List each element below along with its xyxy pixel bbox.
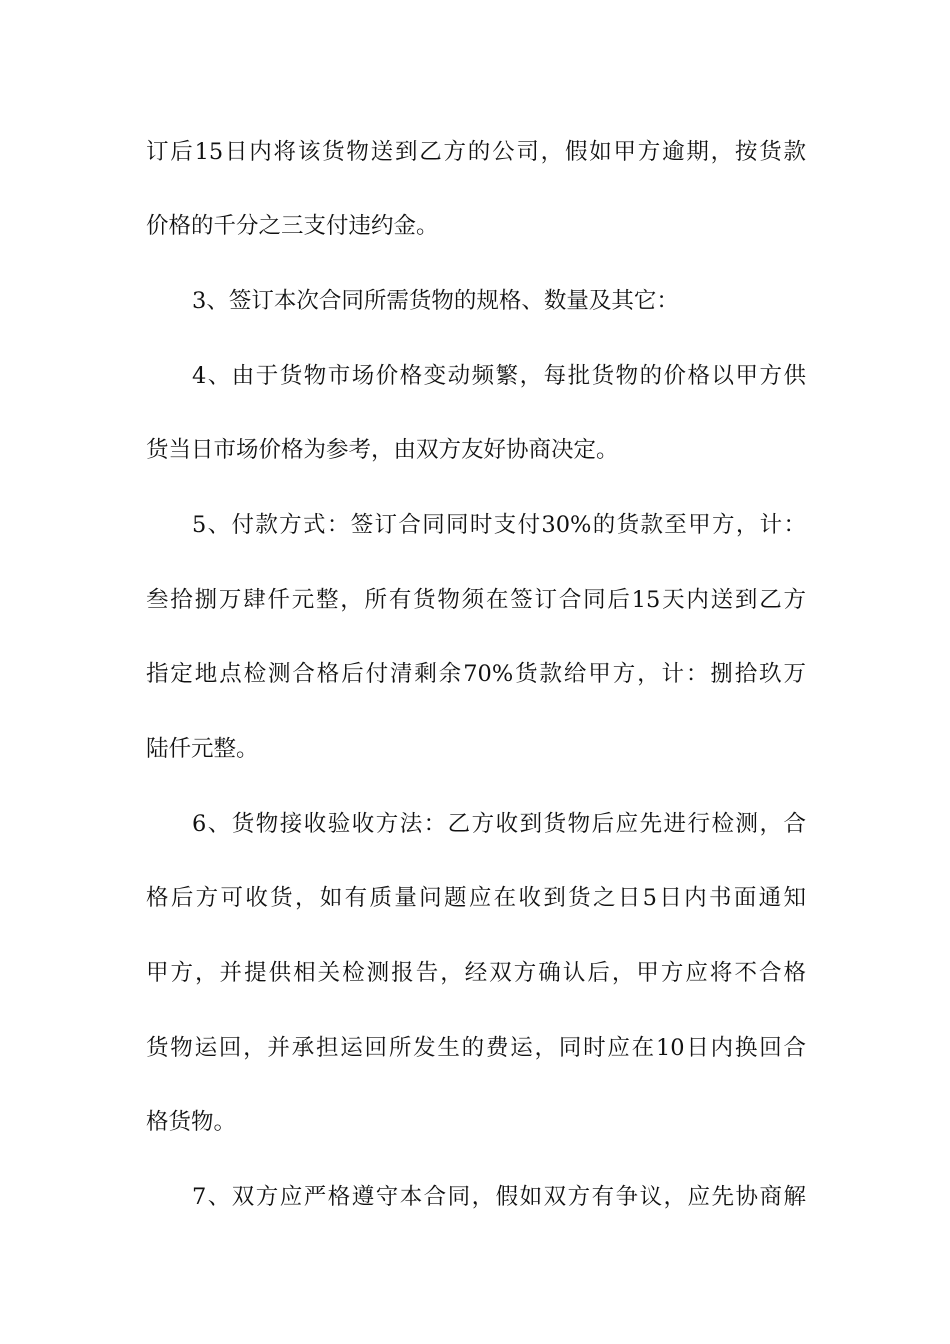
text-line: 订后15日内将该货物送到乙方的公司，假如甲方逾期，按货款 [146, 139, 806, 165]
clause-3-line: 3、签订本次合同所需货物的规格、数量及其它： [192, 288, 679, 314]
text-line: 指定地点检测合格后付清剩余70%货款给甲方，计：捌拾玖万 [146, 661, 806, 687]
text-line: 叁拾捌万肆仟元整，所有货物须在签订合同后15天内送到乙方 [146, 587, 806, 613]
clause-6-line: 6、货物接收验收方法：乙方收到货物后应先进行检测，合 [192, 811, 806, 837]
text-line: 价格的千分之三支付违约金。 [146, 213, 439, 239]
clause-4-line: 4、由于货物市场价格变动频繁，每批货物的价格以甲方供 [192, 363, 806, 389]
text-line: 货当日市场价格为参考，由双方友好协商决定。 [146, 437, 619, 463]
text-line: 货物运回，并承担运回所发生的费运，同时应在10日内换回合 [146, 1035, 806, 1061]
clause-5-line: 5、付款方式：签订合同同时支付30%的货款至甲方，计： [192, 512, 806, 538]
clause-7-line: 7、双方应严格遵守本合同，假如双方有争议，应先协商解 [192, 1184, 806, 1210]
text-line: 陆仟元整。 [146, 736, 259, 762]
text-line: 甲方，并提供相关检测报告，经双方确认后，甲方应将不合格 [146, 960, 806, 986]
text-line: 格后方可收货，如有质量问题应在收到货之日5日内书面通知 [146, 885, 806, 911]
text-line: 格货物。 [146, 1109, 237, 1135]
